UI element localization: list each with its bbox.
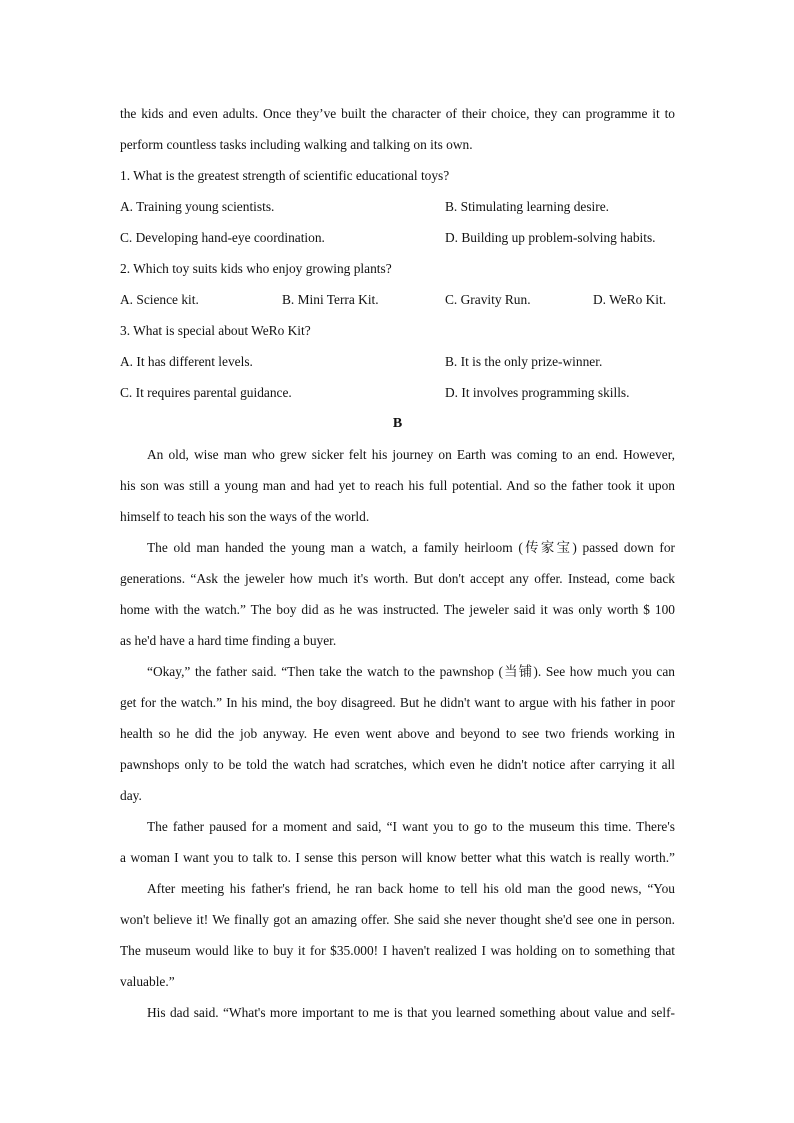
passage-b-line: After meeting his father's friend, he ran back home to tell his old man the good news, “You [147, 881, 675, 896]
passage-b-line: won't believe it! We finally got an amazing offer. She said she never thought she'd see one in person. [120, 912, 675, 927]
question-3-stem: 3. What is special about WeRo Kit? [120, 323, 311, 338]
question-2-option-c[interactable]: C. Gravity Run. [445, 292, 531, 307]
passage-b-line: pawnshops only to be told the watch had scratches, which even he didn't notice after carrying it all [120, 757, 675, 772]
passage-b-line: health so he did the job anyway. He even went above and beyond to see two friends working in [120, 726, 675, 741]
passage-b-line: his son was still a young man and had yet to reach his full potential. And so the father took it upon [120, 478, 675, 493]
passage-b-line: An old, wise man who grew sicker felt his journey on Earth was coming to an end. However, [147, 447, 675, 462]
passage-a-line: perform countless tasks including walking and talking on its own. [120, 137, 473, 152]
passage-b-line: a woman I want you to talk to. I sense this person will know better what this watch is really worth.” [120, 850, 675, 865]
question-2-stem: 2. Which toy suits kids who enjoy growing plants? [120, 261, 392, 276]
question-1-options-row-1 [120, 191, 675, 222]
question-3-option-c[interactable]: C. It requires parental guidance. [120, 385, 292, 400]
question-3-options-row-1 [120, 346, 675, 377]
passage-b-line: valuable.” [120, 974, 175, 989]
passage-b-line: himself to teach his son the ways of the world. [120, 509, 370, 524]
question-3-options-row-2 [120, 377, 675, 408]
question-2-option-d[interactable]: D. WeRo Kit. [593, 292, 667, 307]
passage-b-line: home with the watch.” The boy did as he was instructed. The jeweler said it was only worth $ 100 [120, 602, 675, 617]
passage-b-line: The father paused for a moment and said, “I want you to go to the museum this time. There's [147, 819, 675, 834]
question-1-option-d[interactable]: D. Building up problem-solving habits. [445, 230, 656, 245]
question-1-option-a[interactable]: A. Training young scientists. [120, 199, 275, 214]
question-1-option-c[interactable]: C. Developing hand-eye coordination. [120, 230, 325, 245]
question-1-option-b[interactable]: B. Stimulating learning desire. [445, 199, 610, 214]
question-3-option-b[interactable]: B. It is the only prize-winner. [445, 354, 603, 369]
question-1-options-row-2 [120, 222, 675, 253]
question-2-option-a[interactable]: A. Science kit. [120, 292, 199, 307]
question-1-stem: 1. What is the greatest strength of scientific educational toys? [120, 168, 450, 183]
passage-b-line: The old man handed the young man a watch, a family heirloom (传家宝) passed down for [147, 540, 675, 555]
passage-b-line: “Okay,” the father said. “Then take the watch to the pawnshop (当铺). See how much you can [147, 664, 675, 679]
passage-b-line: generations. “Ask the jeweler how much it's worth. But don't accept any offer. Instead, come back [120, 571, 675, 586]
question-2-options-row [120, 284, 675, 315]
section-b-heading: B [392, 416, 403, 431]
question-3-option-d[interactable]: D. It involves programming skills. [445, 385, 630, 400]
document-page [120, 98, 675, 1028]
passage-b-line: get for the watch.” In his mind, the boy disagreed. But he didn't want to argue with his father in poor [120, 695, 675, 710]
passage-b-line: His dad said. “What's more important to me is that you learned something about value and self- [147, 1005, 675, 1020]
passage-b-line: The museum would like to buy it for $35.000! I haven't realized I was holding on to something that [120, 943, 675, 958]
passage-b-line: as he'd have a hard time finding a buyer. [120, 633, 337, 648]
passage-a-line: the kids and even adults. Once they’ve built the character of their choice, they can programme it to [120, 106, 675, 121]
passage-b-line: day. [120, 788, 142, 803]
question-2-option-b[interactable]: B. Mini Terra Kit. [282, 292, 379, 307]
question-3-option-a[interactable]: A. It has different levels. [120, 354, 253, 369]
